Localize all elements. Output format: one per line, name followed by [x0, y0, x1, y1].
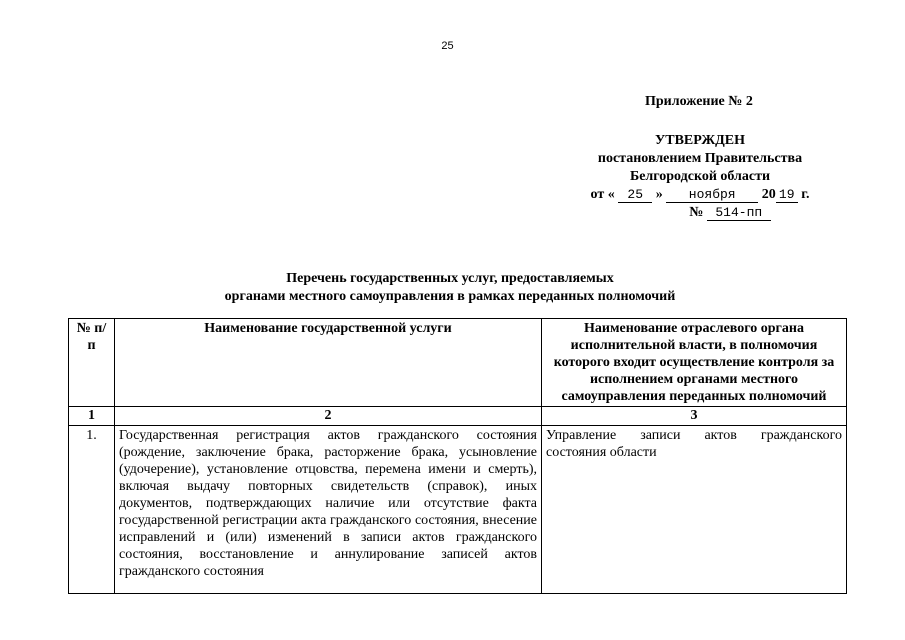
year-tail: г. — [801, 187, 810, 202]
year-suffix: 19 — [776, 187, 798, 203]
header-service: Наименование государственной услуги — [115, 319, 542, 407]
row-index: 1. — [69, 426, 115, 594]
approval-block — [560, 132, 840, 222]
column-number: 1 — [69, 407, 115, 426]
approval-number — [560, 204, 840, 222]
table-row — [69, 426, 847, 594]
approval-line-2: Белгородской области — [629, 169, 771, 184]
year-prefix: 20 — [761, 187, 776, 202]
date-prefix: от « — [590, 187, 615, 202]
column-number: 2 — [115, 407, 542, 426]
header-index: № п/п — [69, 319, 115, 407]
table-header-row — [69, 319, 847, 407]
number-value: 514-пп — [707, 205, 771, 221]
date-mid: » — [655, 187, 663, 202]
title-line-1: Перечень государственных услуг, предоставляемых — [286, 271, 614, 286]
number-prefix: № — [689, 205, 704, 220]
approval-date — [560, 186, 840, 204]
services-table — [68, 318, 847, 594]
row-authority: Управление записи актов гражданского состояния области — [542, 426, 847, 594]
column-number-row — [69, 407, 847, 426]
date-day: 25 — [618, 187, 652, 203]
date-month: ноября — [666, 187, 758, 203]
page-number: 25 — [441, 40, 454, 52]
column-number: 3 — [542, 407, 847, 426]
row-service: Государственная регистрация актов гражданского состояния (рождение, заключение брака, расторжение брака, усыновление (удочерение), установление отцовства, перемена имени и смерть), включая выдачу повторных свидетельств (справок), иных документов, подтверждающих наличие или отсутствие факта государственной регистрации акта гражданского состояния, внесение исправлений и (или) изменений в записи актов гражданского состояния, восстановление и аннулирование записей актов гражданского состояния — [115, 426, 542, 594]
appendix-label: Приложение № 2 — [645, 94, 753, 109]
approval-line-1: постановлением Правительства — [597, 151, 803, 166]
title-line-2: органами местного самоуправления в рамках переданных полномочий — [224, 289, 676, 304]
approval-heading: УТВЕРЖДЕН — [654, 133, 746, 148]
header-authority: Наименование отраслевого органа исполнительной власти, в полномочия которого входит осуществление контроля за исполнением органами местного самоуправления переданных полномочий — [542, 319, 847, 407]
document-title — [150, 270, 750, 306]
